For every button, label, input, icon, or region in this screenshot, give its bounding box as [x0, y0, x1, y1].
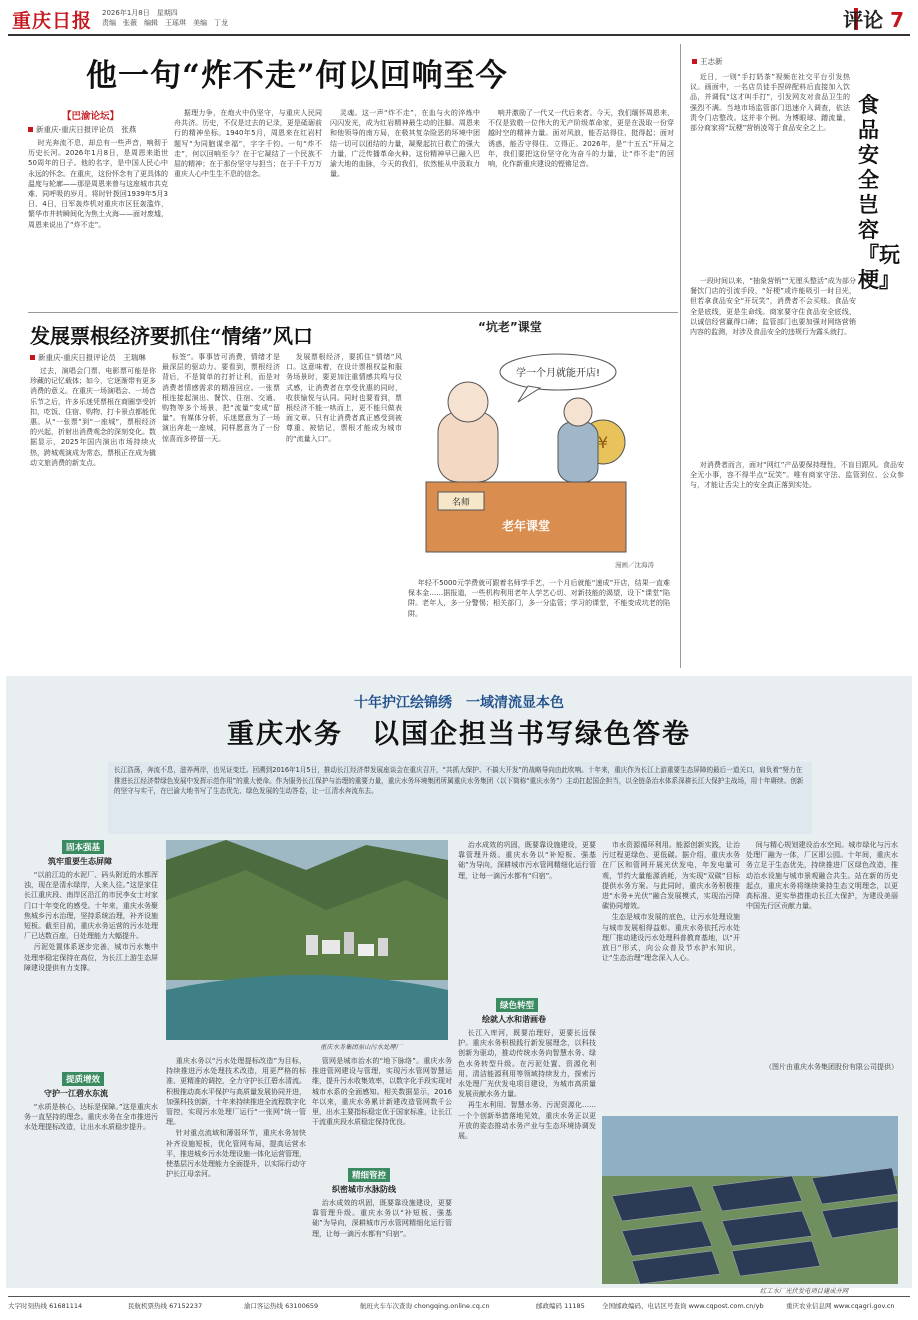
cartoon-bubble: 学一个月就能开店!: [515, 368, 601, 379]
feature-col4: 长江入库河，既要治理好，更要长远保护。重庆水务积极践行新发展理念，以科技创新为驱动，推动传统水务向智慧水务、绿色水务转型升级。在污泥处置、资源化利用、清洁能源利用等领域持续发力，探索污水处理厂光伏发电项目建设，为城市高质量发展贡献水务力量。 再生水利用、智慧水务、污泥资源化……一个个创新举措落地见效，重庆水务正以更开放的姿态推动水务产业与生态环境协调发展。: [458, 1029, 596, 1141]
lead-article-col3: 灵魂。这一声“炸不走”，在血与火的淬炼中闪闪发光，成为红岩精神最生动的注脚。周恩来和他领导的南方局，在极其复杂险恶的环境中团结一切可以团结的力量，凝聚起抗日救亡的强大力量，广泛传播革命火种。这份精神早已融入巴渝大地的血脉，今天的我们，依然能从中汲取力量。: [330, 109, 480, 179]
feature-kicker: 十年护江绘锦绣 一域清流显本色: [354, 695, 564, 711]
divider: [28, 312, 678, 313]
section-name: 评论: [843, 8, 884, 32]
masthead: [8, 4, 910, 34]
cartoon-title: “坑老”课堂: [478, 320, 542, 334]
column-divider: [680, 44, 681, 668]
feature-subhead-4: 绿色转型: [496, 998, 538, 1012]
photo-wushan-plant: [166, 840, 448, 1040]
photo-solar-caption: 红工水厂光伏发电项目建成并网: [760, 1288, 849, 1295]
right-column-text2: 一段时间以来，“抽象营销”“无厘头整活”成为部分餐饮门店的引流手段，“好梗”或许能吸引一时目光，但若拿食品安全“开玩笑”，消费者不会买账。食品安全是底线，更是生命线。商家要守住食品安全底线，以诚信经营赢得口碑；监管部门也要加强对网络营销内容的监测，对涉及食品安全的违规行为露头就打。: [690, 277, 856, 337]
section-number: 7: [890, 8, 904, 32]
second-article-title: 发展票根经济要抓住“情绪”风口: [30, 324, 314, 348]
feature-col5: 市水资源循环利用。能源创新实践，让治污过程更绿色、更低碳。据介绍，重庆水务在厂区和管网开展光伏发电，年发电量可观，节约大量能源消耗，为实现“双碳”目标提供水务方案。与此同时，重庆水务积极推进“水务+光伏”融合发展模式，实现治污降碳协同增效。 生态是城市发展的底色，让污水处理设施与城市发展相得益彰。重庆水务依托污水处理厂推动建设污水处理科普教育基地，以“开放日”形式，向公众普及节水护水知识，让“生态治理”理念深入人心。: [602, 841, 740, 963]
footer-item: 民航机票热线 67152237: [128, 1302, 203, 1310]
issue-meta: [102, 8, 302, 28]
solar-photo-illustration: [602, 1116, 898, 1284]
lead-article-tag: 【巴渝论坛】: [62, 111, 120, 122]
feature-col1: “以前江边的水泥厂、码头附近的水都浑浊，现在是清水绿岸，人来人往。”这是家住长江重庆段、南岸区沿江的市民李女士对家门口十年变化的感受。十年来，重庆水务聚焦城乡污水治理，坚持系统治理，补齐设施短板。截至目前，重庆水务运营的污水处理厂已达数百座，日处理能力大幅提升。 污泥处置体系逐步完善，城市污水集中处理率稳定保持在高位，为长江上游生态屏障建设提供有力支撑。: [24, 871, 158, 972]
footer-item: 邮政编码 11185: [536, 1302, 585, 1310]
footer-item: 大字时刻热线 61681114: [8, 1302, 83, 1310]
feature-subhead-1-sub: 筑牢重要生态屏障: [48, 857, 112, 866]
second-article-col3: 发展票根经济，要抓住“情绪”风口。这意味着，在设计票根权益和服务场景时，要更加注重情感共鸣与仪式感，让消费者在享受优惠的同时，收获愉悦与认同。同时也要看到，票根经济不能一哄而上，更不能只做表面文章。只有让消费者真正感受到被尊重、被惦记，票根才能成为城市的“流量入口”。: [286, 353, 402, 443]
feature-subhead-3-sub: 织密城市水脉防线: [332, 1185, 396, 1194]
second-article-byline: 新重庆-重庆日报评论员 王瑞琳: [30, 352, 146, 363]
issue-staff: 责编 张薇 编辑 王瑶琪 美编 丁龙: [102, 19, 228, 27]
feature-lead: 长江浩荡，奔流不息，滋养两岸，也见证变迁。回溯到2016年1月5日，推动长江经济带发展座谈会在重庆召开，“共抓大保护、不搞大开发”的战略导向由此吹响。十年来，重庆作为长江上游重要生态屏障的最后一道关口，肩负着“努力在推进长江经济带绿色发展中发挥示范作用”的重大使命。作为服务长江保护与治理的重要力量，重庆水务环境集团所属重庆水务集团（以下简称“重庆水务”）主动扛起国企担当，以全链条治水体系深耕长江大保护主战场，用十年赓续、创新的坚守与实干，在巴渝大地书写了生态优先、绿色发展的生动答卷，让一江清水奔流东去。: [108, 762, 812, 834]
cartoon-board: 老年课堂: [501, 519, 551, 533]
feature-col3: 管网是城市治水的“地下脉络”。重庆水务推进管网建设与管理，实现污水管网智慧运维，提升污水收集效率，以数字化手段实现对城市水系的全面感知。相关数据显示，2016年以来，重庆水务累计新建改造管网数千公里，出水主要指标稳定优于国家标准，让长江干流重庆段水质稳定保持优良。: [312, 1057, 452, 1127]
footer-item: 渝口客运热线 63100659: [244, 1302, 319, 1310]
feature-col1-cont: “水质是核心，达标是保障。”这是重庆水务一直坚持的理念。重庆水务在全市推进污水处理提标改造，让出水水质稳步提升。: [24, 1103, 158, 1132]
feature-col2: 重庆水务以“污水处理提标改造”为目标，持续推进污水处理技术改造，用更严格的标准、更精准的调控，全力守护长江碧水清流。积极推动高水平保护与高质量发展协同并进，加强科技创新，十年来持续推进全流程数字化管控，实现污水处理厂运行“一张网”统一管理。 针对重点流域和薄弱环节，重庆水务加快补齐设施短板，优化管网布局，提高运营水平，推进城乡污水处理设施一体化运营管理，使基层污水处理能力全面提升，以实际行动守护长江母亲河。: [166, 1057, 306, 1179]
feature-col6: 间与精心规划建设治水空间。城市绿化与污水处理厂融为一体，厂区即公园。十年间，重庆水务立足于生态优先，持续推进厂区绿色改造，推动治水设施与城市景观融合共生。站在新的历史起点，重庆水务将继续秉持生态文明理念，以更高标准、更实举措推动长江大保护，为建设美丽中国先行区贡献力量。: [746, 841, 898, 911]
feature-subhead-2-sub: 守护一江碧水东流: [44, 1089, 108, 1098]
lead-article-col1: 时光奔流不息，却总有一些声音，响彻于历史长河。2026年1月8日，是周恩来逝世50周年的日子。他的名字，是中国人民心中永远的怀念。在重庆，这份怀念有了更具体的温度与轮廓——那是周恩来曾与这座城市共克难、同呼吸的岁月。将时针拨回1939年5月3日、4日，日军轰炸机对重庆市区狂轰滥炸，繁华市井转瞬间化为焦土火海——面对废墟，周恩来说出了“炸不走”。: [28, 139, 168, 229]
cartoon-illustration: [408, 332, 664, 572]
feature-subhead-1: 固本强基: [62, 840, 104, 854]
issue-date: 2026年1月8日 星期四: [102, 9, 178, 17]
lead-article-byline: 新重庆-重庆日报评论员 张燕: [28, 124, 136, 135]
river-photo-illustration: [166, 840, 448, 1040]
lead-article-col4: 响并激励了一代又一代后来者。今天，我们缅怀周恩来，不仅是致敬一位伟大的无产阶级革命家，更是在汲取一份穿越时空的精神力量。面对风浪，能否站得住、挺得起；面对诱惑，能否守得住、立得正。2026年，是“十五五”开局之年，我们要把这份坚守化为奋斗的力量，让“炸不走”的回响，化作新重庆建设的铿锵足音。: [488, 109, 674, 169]
second-article-col2: 标签”。事事皆可消费，情绪才是最深层的驱动力。要看到，票根经济背后，不是简单的打折让利，而是对消费者情感需求的精准回应。一张票根连接起演出、餐饮、住宿、交通、购物等多个场景，把“流量”变成“留量”。有媒体分析，乐迷愿意为了一场演出奔赴一座城，同样愿意为了一份惊喜而多停留一天。: [162, 353, 280, 443]
photo-wushan-caption: 重庆水务集团巫山污水处理厂: [320, 1044, 402, 1051]
right-column-vertical-title: 食品安全岂容『玩梗』: [858, 92, 900, 292]
lead-article-col2: 据理力争，在炮火中仍坚守，与重庆人民同舟共济。历史，不仅是过去的记录，更是砥砺前行的精神坐标。1940年5月，周恩来在红岩村题写“为同胞谋幸福”，字字千钧。一句“炸不走”，何以回响至今？在于它凝结了一个民族不屈的精神；在于那份坚守与担当；在于千千万万重庆人心中生生不息的信念。: [174, 109, 322, 179]
cartoon: [408, 316, 664, 571]
right-column-text1: 近日，一则“手打奶茶”视频在社交平台引发热议。画面中，一名店员徒手捏碎配料后直接加入饮品，并调侃“这才叫手打”，引发网友对食品卫生的强烈不满。当地市场监管部门迅速介入调查，依法责令门店整改。这并非个例。为博眼球、蹭流量，部分商家将“玩梗”营销凌驾于食品安全之上。: [690, 73, 850, 133]
feature-subhead-2: 提质增效: [62, 1072, 104, 1086]
feature-subhead-3: 精细管控: [348, 1168, 390, 1182]
feature-title: 重庆水务 以国企担当书写绿色答卷: [227, 719, 691, 750]
feature-photo-credit: （图片由重庆水务集团股份有限公司提供）: [765, 1063, 898, 1071]
cartoon-commentary: 年轻不5000元学费就可跟着名师学手艺，一个月后就能“速成”开店，结果一直难保本金……据报道，一些机构利用老年人学艺心切、对新技能的渴望，设下“课堂”陷阱。老年人，多一分警惕；相关部门，多一分监管；学习的课堂，不能变成坑老的陷阱。: [408, 579, 670, 618]
second-article-col1: 过去，演唱会门票、电影票可能是你珍藏的记忆载体；如今，它逐渐带有更多消费的意义。在重庆一场演唱会、一场音乐节之后，许多乐迷凭票根在商圈享受折扣，吃饭、住宿、购物、打卡景点都能优惠。从“一张票”到“一座城”，票根经济的兴起，折射出消费观念的深刻变化。数据显示，2025年国内演出市场持续火热，跨城观演成为常态，票根正在成为撬动文旅消费的新支点。: [30, 367, 156, 467]
feature-col4-top: 治水成效的巩固，既要靠设施建设，更要靠管理升级。重庆水务以“补短板、强基础”为导向，深耕城市污水管网精细化运行管理，让每一滴污水都有“归宿”。: [458, 841, 596, 880]
footer-bar: [8, 1296, 910, 1314]
newspaper-logo: 重庆日报: [12, 10, 93, 32]
cartoon-sign: 名师: [451, 498, 471, 508]
section-title: [843, 4, 904, 33]
footer-item: 全国邮政编码、电话区号查询 www.cqpost.com.cn/yb: [602, 1302, 764, 1310]
lead-article-title: 他一句“炸不走”何以回响至今: [86, 58, 508, 94]
photo-solar-plant: [602, 1116, 898, 1284]
header-rule: [8, 34, 910, 36]
footer-item: 重庆农业信息网 www.cqagri.gov.cn: [786, 1302, 895, 1310]
cartoon-caption: 漫画／沈海涛: [615, 561, 654, 569]
footer-item: 航班火车车次查询 chongqing.online.cq.cn: [360, 1302, 490, 1310]
money-bag-icon: ¥: [597, 433, 609, 452]
right-column-text3: 对消费者而言，面对“网红”产品要保持理性，不盲目跟风。食品安全无小事，容不得半点“玩笑”。唯有商家守法、监管到位、公众参与，才能让舌尖上的安全真正落到实处。: [690, 461, 904, 490]
right-column-byline: 王志新: [692, 56, 723, 67]
feature-subhead-4-sub: 绘就人水和谐画卷: [482, 1015, 546, 1024]
feature-col3-cont: 治水成效的巩固，既要靠设施建设，更要靠管理升级。重庆水务以“补短板、强基础”为导向，深耕城市污水管网精细化运行管理，让每一滴污水都有“归宿”。: [312, 1199, 452, 1238]
